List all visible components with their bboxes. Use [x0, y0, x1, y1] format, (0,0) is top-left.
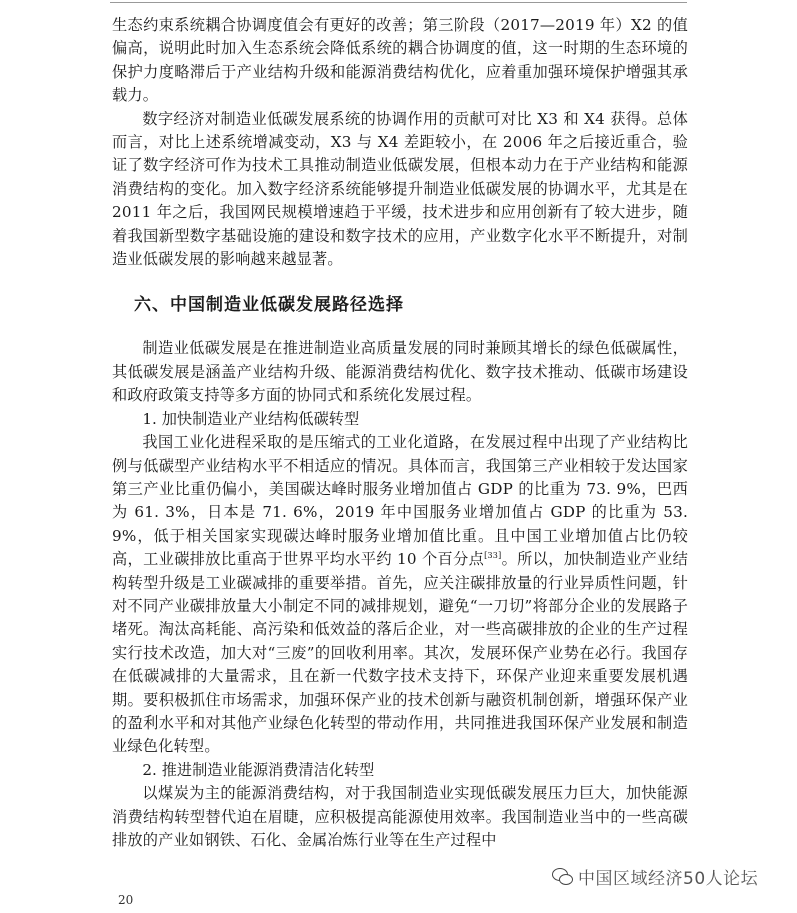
- paragraph-part-a: 我国工业化进程采取的是压缩式的工业化道路，在发展过程中出现了产业结构比例与低碳型产业结构水平不相适应的情况。具体而言，我国第三产业相较于发达国家第三产业比重仍偏小，美国碳达峰时服务业增加值占 GDP 的比重为 73. 9%，巴西为 61. 3%，日本是 71. 6%，2019 年中国服务业增加值占 GDP 的比重为 53. 9%，低于相关国家实现碳达峰时服务业增加值比重。且中国工业增加值占比仍较高，工业碳排放比重高于世界平均水平约 10 个百分点: [112, 433, 688, 569]
- body-text: [112, 14, 688, 852]
- watermark: [548, 862, 762, 891]
- paragraph-continued: 生态约束系统耦合协调度值会有更好的改善；第三阶段（2017—2019 年）X2 的值偏高，说明此时加入生态系统会降低系统的耦合协调度的值，这一时期的生态环境的保护力度略滞后于产业结构升级和能源消费结构优化，应着重加强环境保护增强其承载力。: [112, 16, 688, 105]
- subsection-title-2: 2. 推进制造业能源消费清洁化转型: [142, 760, 375, 779]
- header-rule: [110, 2, 687, 3]
- wechat-icon: [552, 868, 574, 886]
- paragraph-digital-economy: 数字经济对制造业低碳发展系统的协调作用的贡献可对比 X3 和 X4 获得。总体而言，对比上述系统增减变动，X3 与 X4 差距较小，在 2006 年之后接近重合，验证了数字经济可作为技术工具推动制造业低碳发展，但根本动力在于产业结构和能源消费结构的变化。加入数字经济系统能够提升制造业低碳发展的协调水平，尤其是在 2011 年之后，我国网民规模增速趋于平缓，技术进步和应用创新有了较大进步，随着我国新型数字基础设施的建设和数字技术的应用，产业数字化水平不断提升，对制造业低碳发展的影响越来越显著。: [112, 109, 688, 269]
- citation-marker: [33]: [484, 551, 502, 561]
- paragraph-industrial-structure: [112, 431, 688, 759]
- paragraph-intro: 制造业低碳发展是在推进制造业高质量发展的同时兼顾其增长的绿色低碳属性，其低碳发展是涵盖产业结构升级、能源消费结构优化、数字技术推动、低碳市场建设和政府政策支持等多方面的协同式和系统化发展过程。: [112, 339, 688, 405]
- watermark-text: 中国区域经济50人论坛: [578, 869, 759, 889]
- paragraph-part-b: 。所以，加快制造业产业结构转型升级是工业碳减排的重要举措。首先，应关注碳排放量的行业异质性问题，针对不同产业碳排放量大小制定不同的减排规划，避免“一刀切”将部分企业的发展路子堵死。淘汰高耗能、高污染和低效益的落后企业，对一些高碳排放的企业的生产过程实行技术改造，加大对“三废”的回收利用率。其次，发展环保产业势在必行。我国存在低碳减排的大量需求，且在新一代数字技术支持下，环保产业迎来重要发展机遇期。要积极抓住市场需求，加强环保产业的技术创新与融资机制创新，增强环保产业的盈利水平和对其他产业绿色化转型的带动作用，共同推进我国环保产业发展和制造业绿色化转型。: [112, 550, 688, 756]
- subsection-title-1: 1. 加快制造业产业结构低碳转型: [142, 409, 360, 428]
- page-number: 20: [118, 893, 134, 907]
- paragraph-energy-consumption: 以煤炭为主的能源消费结构，对于我国制造业实现低碳发展压力巨大，加快能源消费结构转型替代迫在眉睫，应积极提高能源使用效率。我国制造业当中的一些高碳排放的产业如钢铁、石化、金属冶炼行业等在生产过程中: [112, 784, 688, 849]
- section-title: 六、中国制造业低碳发展路径选择: [134, 295, 404, 316]
